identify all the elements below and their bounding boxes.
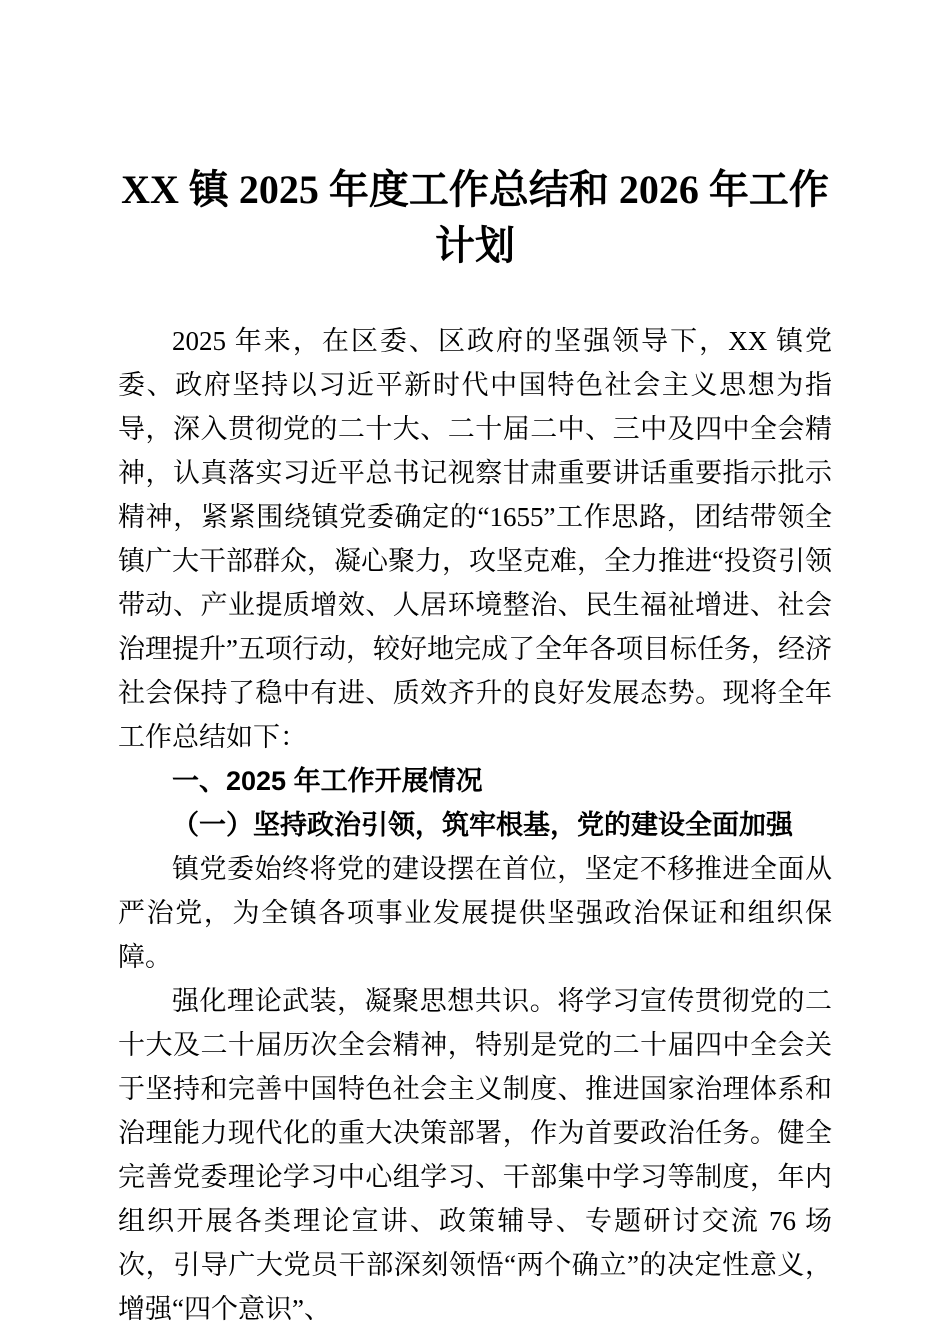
section-1-heading: 一、2025 年工作开展情况 bbox=[172, 766, 483, 796]
document-title: XX 镇 2025 年度工作总结和 2026 年工作计划 bbox=[121, 167, 829, 268]
intro-paragraph: 2025 年来，在区委、区政府的坚强领导下，XX 镇党委、政府坚持以习近平新时代中国特色社会主义思想为指导，深入贯彻党的二十大、二十届二中、三中及四中全会精神，认真落实习近平总书记视察甘肃重要讲话重要指示批示精神，紧紧围绕镇党委确定的“1655”工作思路，团结带领全镇广大干部群众，凝心聚力，攻坚克难，全力推进“投资引领带动、产业提质增效、人居环境整治、民生福祉增进、社会治理提升”五项行动，较好地完成了全年各项目标任务，经济社会保持了稳中有进、质效齐升的良好发展态势。现将全年工作总结如下： bbox=[118, 326, 832, 752]
subsection-1-1-paragraph-2: 强化理论武装，凝聚思想共识。将学习宣传贯彻党的二十大及二十届历次全会精神，特别是党的二十届四中全会关于坚持和完善中国特色社会主义制度、推进国家治理体系和治理能力现代化的重大决策部署，作为首要政治任务。健全完善党委理论学习中心组学习、干部集中学习等制度，年内组织开展各类理论宣讲、政策辅导、专题研讨交流 76 场次，引导广大党员干部深刻领悟“两个确立”的决定性意义，增强“四个意识”、 bbox=[118, 986, 832, 1324]
subsection-1-1-heading: （一）坚持政治引领，筑牢根基，党的建设全面加强 bbox=[172, 810, 793, 840]
subsection-1-1-paragraph-1: 镇党委始终将党的建设摆在首位，坚定不移推进全面从严治党，为全镇各项事业发展提供坚强政治保证和组织保障。 bbox=[118, 854, 832, 972]
